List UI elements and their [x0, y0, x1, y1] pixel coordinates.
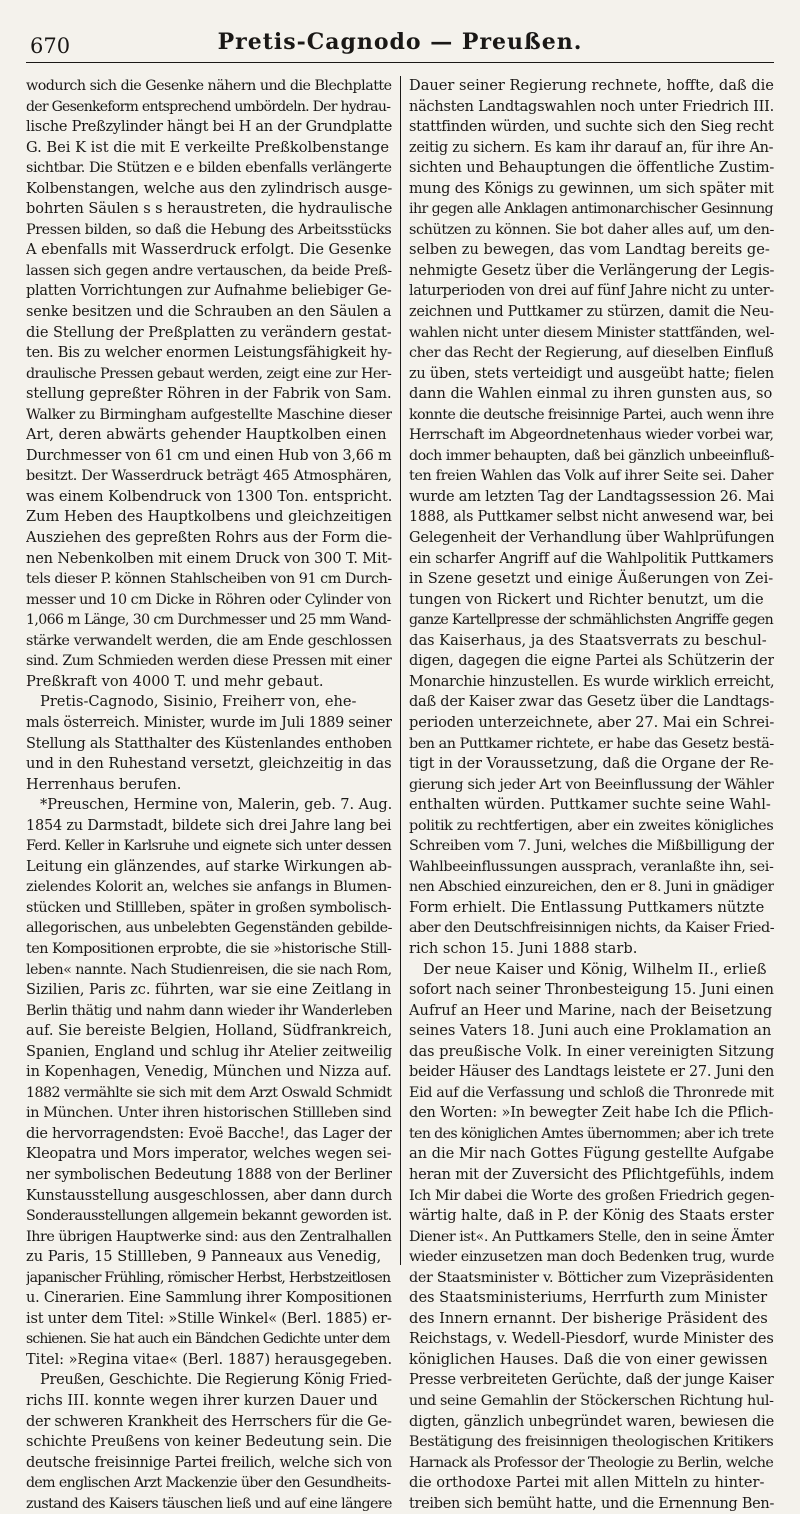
text-line: ten. Bis zu welcher enormen Leistungsfähigkeit hy- [26, 345, 392, 362]
text-line: ten Kompositionen erprobte, die sie »historische Still- [26, 940, 392, 957]
text-line: und in den Ruhestand versetzt, gleichzeitig in das [26, 755, 392, 773]
text-line: Dauer seiner Regierung rechnete, hoffte, daß die [409, 77, 774, 94]
text-line: zielendes Kolorit an, welches sie anfangs in Blumen- [26, 879, 392, 896]
text-line: aber den Deutschfreisinnigen nichts, da Kaiser Fried- [409, 920, 774, 937]
text-line: dann die Wahlen einmal zu ihren gunsten aus, so [409, 385, 773, 403]
text-line: Stellung als Statthalter des Küstenlandes enthoben [26, 735, 392, 752]
text-line: Aufruf an Heer und Marine, nach der Beisetzung [409, 1001, 773, 1019]
text-line: mung des Königs zu gewinnen, um sich später mit [409, 180, 774, 197]
text-line: digten, gänzlich unbegründet waren, bewiesen die [409, 1413, 774, 1430]
text-line: seines Vaters 18. Juni auch eine Proklamation an [409, 1022, 772, 1040]
text-line: des Staatsministeriums, Herrfurth zum Minister [409, 1289, 768, 1307]
text-columns [26, 76, 774, 1512]
text-line: Kleopatra und Mors imperator, welches wegen sei- [26, 1146, 392, 1163]
text-line: allegorischen, aus unbelebten Gegenständen gebilde- [26, 920, 392, 937]
text-line: stattfinden würden, und suchte sich den Sieg recht [409, 119, 774, 136]
text-line: zeitig zu sichern. Es kam ihr darauf an, für ihre An- [409, 139, 774, 156]
page-header [26, 0, 774, 63]
text-line: zustand des Kaisers täuschen ließ und auf eine längere [26, 1495, 392, 1512]
right-column [400, 76, 774, 1512]
text-line: schichte Preußens von keiner Bedeutung sein. Die [26, 1434, 392, 1451]
text-line: der schweren Krankheit des Herrschers für die Ge- [26, 1413, 392, 1430]
text-line: ten freien Wahlen das Volk auf ihrer Seite sei. Daher [409, 468, 774, 485]
text-line: Pressen bilden, so daß die Hebung des Arbeitsstücks [26, 221, 392, 238]
text-line: besitzt. Der Wasserdruck beträgt 465 Atmosphären, [26, 468, 392, 485]
text-line: Harnack als Professor der Theologie zu Berlin, welche [409, 1454, 774, 1471]
text-line: Pretis-Cagnodo, Sisinio, Freiherr von, ehe- [40, 693, 357, 711]
text-line: nächsten Landtagswahlen noch unter Friedrich III. [409, 98, 774, 115]
text-line: wurde am letzten Tag der Landtagssession 26. Mai [409, 488, 774, 505]
text-line: Bestätigung des freisinnigen theologischen Kritikers [409, 1434, 774, 1451]
text-line: lische Preßzylinder hängt bei H an der Grundplatte [26, 119, 392, 136]
text-line: das preußische Volk. In einer vereinigten Sitzung [409, 1042, 774, 1060]
text-line: Kunstausstellung ausgeschlossen, aber dann durch [26, 1187, 392, 1204]
text-line: nen Nebenkolben mit einem Druck von 300 T. Mit- [26, 550, 392, 567]
text-line: wodurch sich die Gesenke nähern und die Blechplatte [26, 78, 392, 94]
text-line: der Gesenkeform entsprechend umbördeln. Der hydrau- [26, 98, 391, 115]
text-line: und seine Gemahlin der Stöckerschen Richtung hul- [409, 1393, 774, 1409]
text-line: mals österreich. Minister, wurde im Juli 1889 seiner [26, 714, 392, 731]
text-line: beider Häuser des Landtags leistete er 27. Juni den [409, 1064, 774, 1081]
text-line: Form erhielt. Die Entlassung Puttkamers nützte [409, 898, 765, 916]
left-column [26, 76, 400, 1512]
text-line: Leitung ein glänzendes, auf starke Wirkungen ab- [26, 857, 392, 875]
text-line: tels dieser P. können Stahlscheiben von 91 cm Durch- [26, 571, 392, 588]
text-line: in Kopenhagen, Venedig, München und Nizza auf. [26, 1063, 392, 1081]
text-line: sind. Zum Schmieden werden diese Pressen mit einer [26, 653, 392, 670]
text-line: Kolbenstangen, welche aus den zylindrisch ausge- [26, 179, 392, 197]
text-line: ner symbolischen Bedeutung 1888 von der Berliner [26, 1166, 392, 1183]
text-line: Sonderausstellungen allgemein bekannt geworden ist. [26, 1208, 392, 1225]
text-line: ten des königlichen Amtes übernommen; aber ich trete [409, 1125, 774, 1142]
text-line: Gelegenheit der Verhandlung über Wahlprüfungen [409, 530, 774, 547]
text-line: Presse verbreiteten Gerüchte, daß der junge Kaiser [409, 1372, 774, 1389]
text-line: Berlin thätig und nahm dann wieder ihr Wanderleben [26, 1002, 392, 1019]
text-line: bohrten Säulen s s heraustreten, die hydraulische [26, 200, 392, 218]
text-line: Eid auf die Verfassung und schloß die Thronrede mit [409, 1084, 774, 1101]
text-line: ein scharfer Angriff auf die Wahlpolitik Puttkamers [409, 550, 774, 567]
text-line: ist unter dem Titel: »Stille Winkel« (Berl. 1885) er- [26, 1310, 392, 1327]
text-line: zu üben, stets verteidigt und ausgeübt hatte; fielen [409, 365, 774, 382]
text-line: Walker zu Birmingham aufgestellte Maschine dieser [26, 406, 392, 423]
text-line: Schreiben vom 7. Juni, welches die Mißbilligung der [409, 838, 774, 855]
text-line: nen Abschied einzureichen, den er 8. Juni in gnädiger [409, 879, 774, 896]
text-line: cher das Recht der Regierung, auf dieselben Einfluß [409, 345, 774, 362]
text-line: Ich Mir dabei die Worte des großen Friedrich gegen- [409, 1187, 774, 1204]
text-line: stellung gepreßter Röhren in der Fabrik von Sam. [26, 385, 392, 403]
text-line: in Szene gesetzt und einige Äußerungen von Zei- [409, 570, 774, 588]
text-line: sichten und Behauptungen die öffentliche Zustim- [409, 159, 774, 177]
text-line: Monarchie hinzustellen. Es wurde wirklich erreicht, [409, 673, 774, 690]
text-line: wieder einzusetzen man doch Bedenken trug, wurde [409, 1249, 774, 1266]
text-line: laturperioden von drei auf fünf Jahre nicht zu unter- [409, 283, 774, 300]
text-line: heran mit der Zuversicht des Pflichtgefühls, indem [409, 1166, 774, 1183]
text-line: stücken und Stillleben, später in großen symbolisch- [26, 899, 392, 916]
text-line: königlichen Hauses. Daß die von einer gewissen [409, 1350, 768, 1368]
text-line: das Kaiserhaus, ja des Staatsverrats zu beschul- [409, 631, 767, 649]
text-line: auf. Sie bereiste Belgien, Holland, Südfrankreich, [26, 1022, 392, 1040]
text-line: Preußen, Geschichte. Die Regierung König Fried- [40, 1372, 392, 1389]
text-line: daß der Kaiser zwar das Gesetz über die Landtags- [409, 694, 774, 711]
text-line: politik zu rechtfertigen, aber ein zweites königliches [409, 817, 774, 834]
text-line: Durchmesser von 61 cm und einen Hub von 3,66 m [26, 447, 392, 464]
text-line: ganze Kartellpresse der schmählichsten Angriffe gegen [409, 612, 774, 629]
text-line: 1882 vermählte sie sich mit dem Arzt Oswald Schmidt [26, 1084, 392, 1101]
text-line: ihr gegen alle Anklagen antimonarchischer Gesinnung [409, 201, 774, 218]
text-line: platten Vorrichtungen zur Aufnahme beliebiger Ge- [26, 283, 392, 300]
text-line: perioden unterzeichnete, aber 27. Mai ein Schrei- [409, 713, 774, 731]
text-line: die Stellung der Preßplatten zu verändern gestat- [26, 323, 392, 341]
text-line: Ihre übrigen Hauptwerke sind: aus den Zentralhallen [26, 1228, 392, 1245]
text-line: messer und 10 cm Dicke in Röhren oder Cylinder von [26, 591, 392, 608]
text-line: dem englischen Arzt Mackenzie über den Gesundheits- [26, 1475, 391, 1492]
text-line: rich schon 15. Juni 1888 starb. [409, 939, 638, 957]
text-line: doch immer behaupten, daß bei gänzlich unbeeinfluß- [409, 447, 774, 464]
text-line: u. Cinerarien. Eine Sammlung ihrer Kompositionen [26, 1290, 392, 1307]
text-line: treiben sich bemüht hatte, und die Ernennung Ben- [409, 1495, 774, 1512]
text-line: Reichstags, v. Wedell-Piesdorf, wurde Minister des [409, 1331, 774, 1348]
text-line: Ausziehen des gepreßten Rohrs aus der Form die- [26, 529, 392, 547]
text-line: der Staatsminister v. Bötticher zum Vizepräsidenten [409, 1269, 774, 1286]
text-line: schützen zu können. Sie bot daher alles auf, um den- [409, 221, 774, 238]
text-line: Titel: »Regina vitae« (Berl. 1887) herausgegeben. [26, 1350, 392, 1368]
text-line: ben an Puttkamer richtete, er habe das Gesetz bestä- [409, 735, 774, 752]
text-line: 1888, als Puttkamer selbst nicht anwesend war, bei [409, 509, 774, 526]
text-line: *Preuschen, Hermine von, Malerin, geb. 7. Aug. [40, 796, 392, 814]
text-line: die orthodoxe Partei mit allen Mitteln zu hinter- [409, 1474, 765, 1492]
text-line: enthalten würden. Puttkamer suchte seine Wahl- [409, 796, 771, 814]
text-line: sichtbar. Die Stützen e e bilden ebenfalls verlängerte [26, 160, 392, 177]
text-line: zeichnen und Puttkamer zu stürzen, damit die Neu- [409, 304, 774, 321]
text-line: Sizilien, Paris zc. führten, war sie eine Zeitlang in [26, 981, 392, 999]
text-line: lassen sich gegen andre vertauschen, da beide Preß- [26, 262, 392, 279]
text-line: digen, dagegen die eigne Partei als Schützerin der [409, 653, 774, 670]
text-line: Spanien, England und schlug ihr Atelier zeitweilig [26, 1042, 392, 1060]
text-line: A ebenfalls mit Wasserdruck erfolgt. Die Gesenke [26, 241, 392, 259]
text-line: Wahlbeeinflussungen aussprach, veranlaßte ihn, sei- [409, 858, 774, 875]
text-line: tungen von Rickert und Richter benutzt, um die [409, 590, 764, 608]
text-line: schienen. Sie hat auch ein Bändchen Gedichte unter dem [26, 1331, 390, 1348]
text-line: Preßkraft von 4000 T. und mehr gebaut. [26, 672, 324, 690]
text-line: des Innern ernannt. Der bisherige Präsident des [409, 1309, 768, 1327]
text-line: sofort nach seiner Thronbesteigung 15. Juni einen [409, 982, 774, 999]
text-line: deutsche freisinnige Partei freilich, welche sich von [26, 1454, 392, 1471]
text-line: nehmigte Gesetz über die Verlängerung der Legis- [409, 262, 774, 279]
text-line: den Worten: »In bewegter Zeit habe Ich die Pflich- [409, 1105, 774, 1122]
text-line: in München. Unter ihren historischen Stillleben sind [26, 1105, 392, 1122]
text-line: leben« nannte. Nach Studienreisen, die sie nach Rom, [26, 961, 392, 978]
text-line: gierung sich jeder Art von Beeinflussung der Wähler [409, 776, 774, 793]
text-line: zu Paris, 15 Stillleben, 9 Panneaux aus Venedig, [26, 1248, 382, 1266]
text-line: Herrschaft im Abgeordnetenhaus wieder vorbei war, [409, 427, 774, 444]
text-line: was einem Kolbendruck von 1300 Ton. entspricht. [26, 487, 392, 505]
text-line: Zum Heben des Hauptkolbens und gleichzeitigen [26, 508, 392, 526]
text-line: 1,066 m Länge, 30 cm Durchmesser und 25 mm Wand- [26, 612, 391, 629]
text-line: konnte die deutsche freisinnige Partei, auch wenn ihre [409, 406, 774, 423]
text-line: senke besitzen und die Schrauben an den Säulen a [26, 304, 392, 321]
page-number: 670 [30, 34, 71, 58]
text-line: stärke verwandelt werden, die am Ende geschlossen [26, 632, 392, 649]
running-title: Pretis-Cagnodo — Preußen. [217, 29, 583, 55]
text-line: die hervorragendsten: Evoë Bacche!, das Lager der [26, 1125, 392, 1142]
text-line: draulische Pressen gebaut werden, zeigt eine zur Her- [26, 365, 392, 382]
text-line: an die Mir nach Gottes Fügung gestellte Aufgabe [409, 1145, 774, 1163]
text-line: selben zu bewegen, das vom Landtag bereits ge- [409, 241, 770, 259]
text-line: 1854 zu Darmstadt, bildete sich drei Jahre lang bei [26, 817, 392, 834]
text-line: Art, deren abwärts gehender Hauptkolben einen [26, 426, 387, 444]
text-line: Herrenhaus berufen. [26, 775, 182, 793]
text-line: Ferd. Keller in Karlsruhe und eignete sich unter dessen [26, 838, 392, 855]
text-line: japanischer Frühling, römischer Herbst, Herbstzeitlosen [26, 1269, 391, 1286]
text-line: tigt in der Voraussetzung, daß die Organe der Re- [409, 755, 774, 773]
text-line: wahlen nicht unter diesem Minister stattfänden, wel- [409, 324, 774, 341]
text-line: wärtig halte, daß in P. der König des Staats erster [409, 1207, 774, 1225]
text-line: G. Bei K ist die mit E verkeilte Preßkolbenstange [26, 138, 389, 156]
text-line: Der neue Kaiser und König, Wilhelm II., erließ [423, 960, 767, 978]
text-line: richs III. konnte wegen ihrer kurzen Dauer und [26, 1392, 378, 1409]
text-line: Diener ist«. An Puttkamers Stelle, den in seine Ämter [409, 1228, 774, 1245]
